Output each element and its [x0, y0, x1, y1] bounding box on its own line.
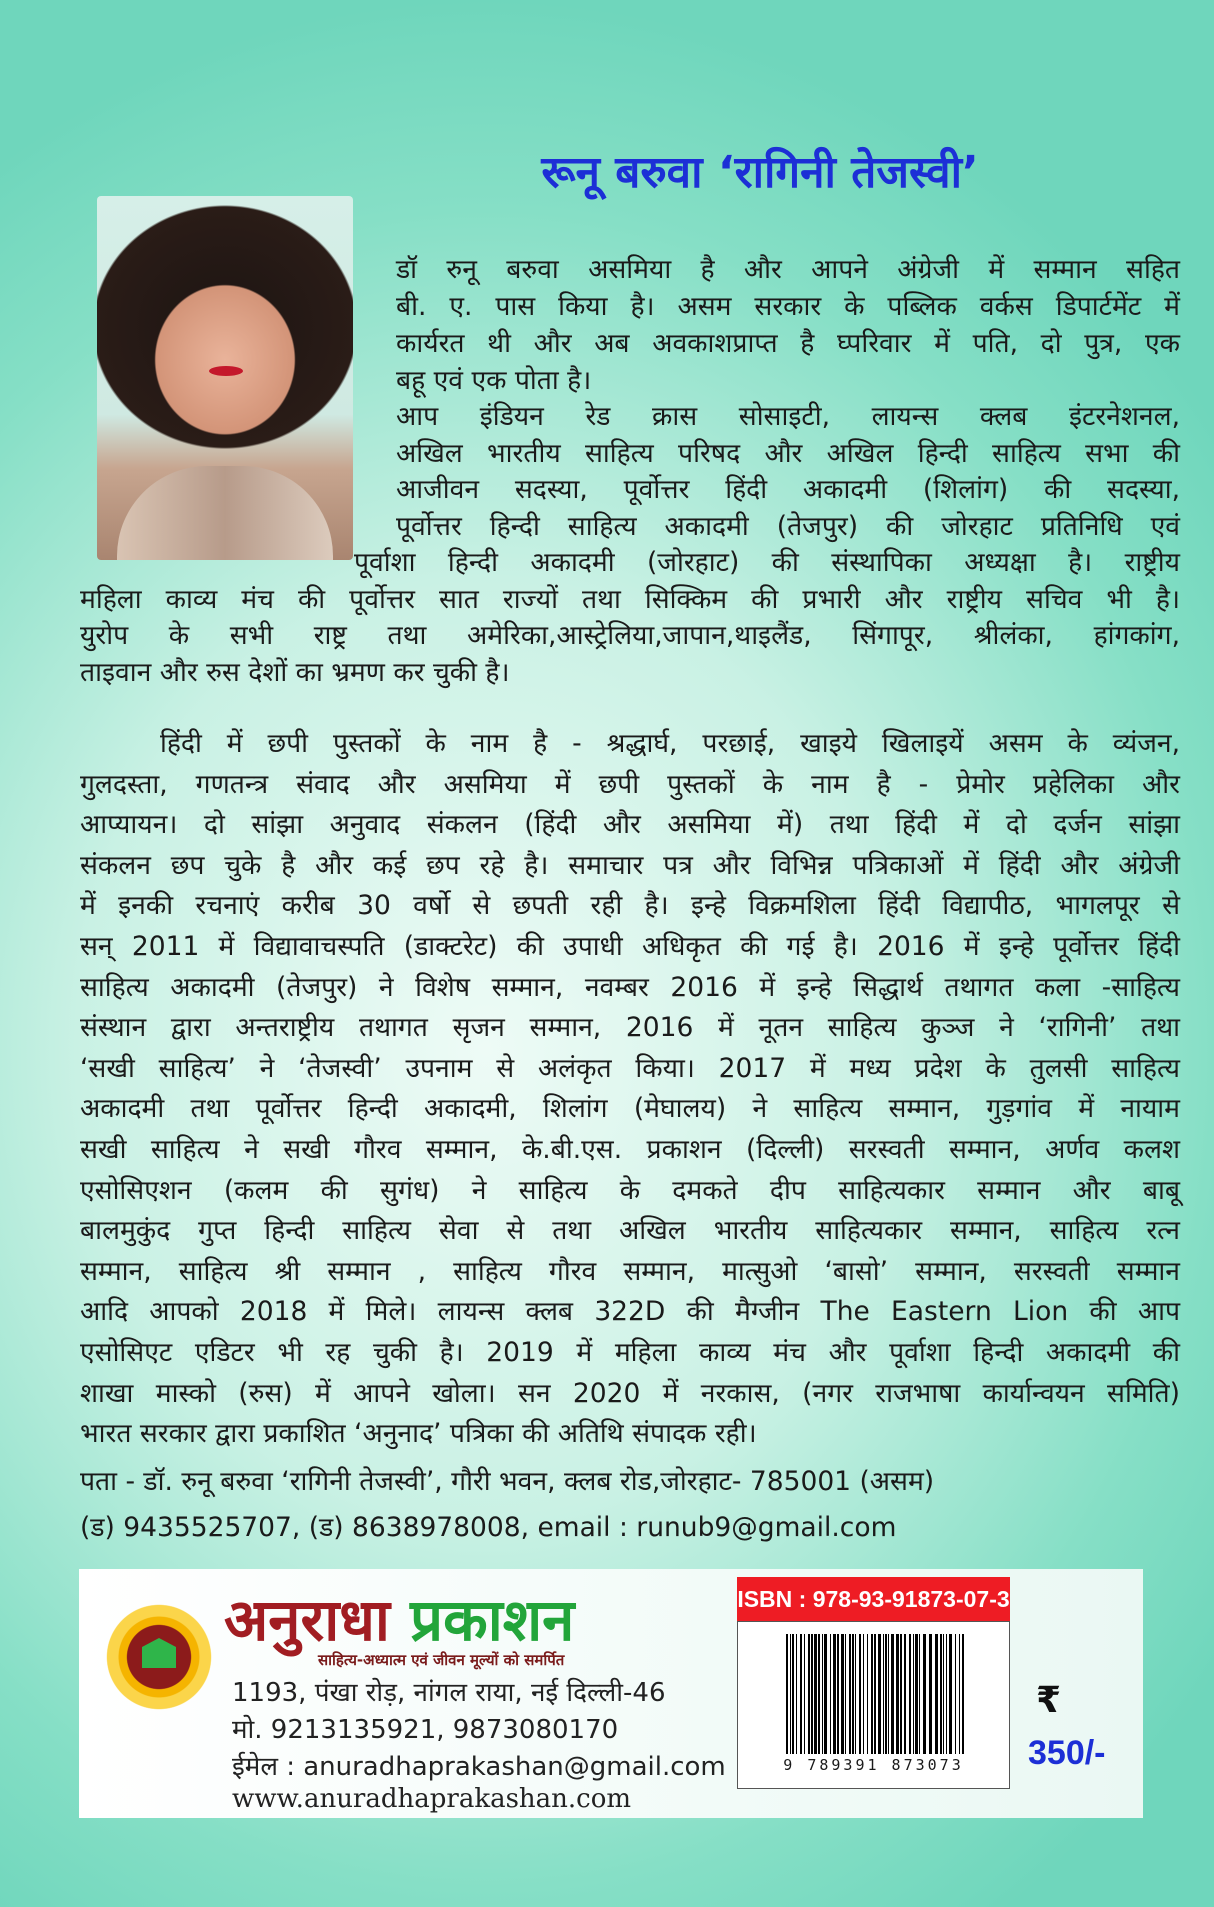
- barcode-bar: [867, 1634, 868, 1754]
- barcode-bar: [935, 1634, 938, 1754]
- barcode-bar: [919, 1634, 920, 1754]
- barcode-bar: [814, 1634, 817, 1754]
- text-line: संस्थान द्वारा अन्तराष्ट्रीय तथागत सृजन सम्मान, 2016 में नूतन साहित्य कुञ्ज ने ‘रागिनी’ तथा: [80, 1012, 1180, 1044]
- text-line: कार्यरत थी और अब अवकाशप्राप्त है घ्परिवार में पति, दो पुत्र, एक: [396, 328, 1180, 359]
- text-line: एसोसिएशन (कलम की सुगंध) ने साहित्य के दमकते दीप साहित्यकार सम्मान और बाबू: [80, 1174, 1180, 1206]
- barcode-bar: [915, 1634, 918, 1754]
- barcode-bar: [796, 1634, 797, 1754]
- barcode-bar: [830, 1634, 831, 1754]
- barcode-bar: [790, 1634, 791, 1754]
- text-line: आदि आपको 2018 में मिले। लायन्स क्लब 322D की मैग्जीन The Eastern Lion की आप: [80, 1296, 1180, 1328]
- text-line: युरोप के सभी राष्ट्र तथा अमेरिका,आस्ट्रेलिया,जापान,थाइलैंड, सिंगापूर, श्रीलंका, हांगकांग,: [80, 620, 1180, 651]
- barcode-bar: [885, 1634, 887, 1754]
- text-line: एसोसिएट एडिटर भी रह चुकी है। 2019 में महिला काव्य मंच और पूर्वाशा हिन्दी अकादमी की: [80, 1337, 1180, 1368]
- barcode-bar: [883, 1634, 884, 1754]
- text-line: ‘सखी साहित्य’ ने ‘तेजस्वी’ उपनाम से अलंकृत किया। 2017 में मध्य प्रदेश के तुलसी साहित्य: [80, 1052, 1180, 1084]
- author-title: रूनू बरुवा ‘रागिनी तेजस्वी’: [541, 147, 979, 198]
- barcode-bar: [909, 1634, 911, 1754]
- barcode-bar: [852, 1634, 854, 1754]
- address-line: पता - डॉ. रुनू बरुवा ‘रागिनी तेजस्वी’, गौरी भवन, क्लब रोड,जोरहाट- 785001 (असम): [80, 1466, 935, 1497]
- barcode-bar: [786, 1634, 788, 1754]
- barcode-bar: [859, 1634, 861, 1754]
- barcode: [737, 1621, 1010, 1789]
- publisher-website: www.anuradhaprakashan.com: [232, 1784, 632, 1814]
- text-line: पूर्वोत्तर हिन्दी साहित्य अकादमी (तेजपुर) की जोरहाट प्रतिनिधि एवं: [396, 510, 1180, 542]
- text-line: गुलदस्ता, गणतन्त्र संवाद और असमिया में छपी पुस्तकों के नाम है - प्रेमोर प्रहेलिका और: [80, 768, 1180, 800]
- barcode-digits: 9 789391 873073: [783, 1756, 964, 1774]
- barcode-bar: [845, 1634, 846, 1754]
- text-line: संकलन छप चुके है और कई छप रहे है। समाचार पत्र और विभिन्न पत्रिकाओं में हिंदी और अंग्रेजी: [80, 849, 1180, 881]
- barcode-bar: [962, 1634, 964, 1754]
- barcode-bar: [940, 1634, 942, 1754]
- photo-dress: [117, 466, 333, 560]
- barcode-bar: [811, 1634, 813, 1754]
- text-line: सम्मान, साहित्य श्री सम्मान , साहित्य गौरव सम्मान, मात्सुओ ‘बासो’ सम्मान, सरस्वती सम्मान: [80, 1255, 1180, 1287]
- text-line: शाखा मास्को (रुस) में आपने खोला। सन 2020 में नरकास, (नगर राजभाषा कार्यान्वयन समिति): [80, 1377, 1180, 1409]
- text-line: बहू एवं एक पोता है।: [396, 365, 592, 396]
- barcode-bar: [904, 1634, 906, 1754]
- barcode-bar: [818, 1634, 820, 1754]
- publisher-address: 1193, पंखा रोड़, नांगल राया, नई दिल्ली-46: [232, 1678, 666, 1708]
- barcode-bar: [792, 1634, 794, 1754]
- publisher-email: ईमेल : anuradhaprakashan@gmail.com: [232, 1752, 726, 1782]
- text-line: बी. ए. पास किया है। असम सरकार के पब्लिक वर्कस डिपार्टमेंट में: [396, 291, 1180, 322]
- barcode-bar: [888, 1634, 889, 1754]
- phone-line: (ड) 9435525707, (ड) 8638978008, email : runub9@gmail.com: [80, 1512, 897, 1543]
- publisher-name-part1: अनुराधा: [224, 1586, 390, 1654]
- barcode-bar: [804, 1634, 805, 1754]
- text-line: ताइवान और रुस देशों का भ्रमण कर चुकी है।: [80, 656, 510, 688]
- publisher-tagline: साहित्य-अध्यात्म एवं जीवन मूल्यों को समर्पित: [318, 1651, 565, 1669]
- photo-lips: [209, 366, 243, 376]
- barcode-bar: [822, 1634, 823, 1754]
- text-line: साहित्य अकादमी (तेजपुर) ने विशेष सम्मान, नवम्बर 2016 में इन्हे सिद्धार्थ तथागत कला -साहित्य: [80, 971, 1180, 1003]
- text-line: सन् 2011 में विद्यावाचस्पति (डाक्टरेट) की उपाधी अधिकृत की गई है। 2016 में इन्हे पूर्वोत्तर हिंदी: [80, 931, 1180, 962]
- barcode-bar: [878, 1634, 881, 1754]
- barcode-bars: [786, 1634, 966, 1754]
- barcode-bar: [959, 1634, 960, 1754]
- publisher-name: [224, 1578, 574, 1657]
- isbn-label: ISBN : 978-93-91873-07-3: [737, 1577, 1010, 1621]
- barcode-bar: [955, 1634, 956, 1754]
- text-line: पूर्वाशा हिन्दी अकादमी (जोरहाट) की संस्थापिका अध्यक्षा है। राष्ट्रीय: [354, 547, 1180, 578]
- text-line: सखी साहित्य ने सखी गौरव सम्मान, के.बी.एस. प्रकाशन (दिल्ली) सरस्वती सम्मान, अर्णव कलश: [80, 1134, 1180, 1165]
- text-line: अखिल भारतीय साहित्य परिषद और अखिल हिन्दी साहित्य सभा की: [396, 437, 1180, 469]
- text-line: आजीवन सदस्या, पूर्वोत्तर हिंदी अकादमी (शिलांग) की सदस्या,: [396, 474, 1180, 505]
- publisher-mobile: मो. 9213135921, 9873080170: [232, 1715, 619, 1745]
- text-line: आप इंडियन रेड क्रास सोसाइटी, लायन्स क्लब इंटरनेशनल,: [396, 401, 1180, 432]
- barcode-bar: [946, 1634, 947, 1754]
- text-line: आप्यायन। दो सांझा अनुवाद संकलन (हिंदी और असमिया में) तथा हिंदी में दो दर्जन सांझा: [80, 809, 1180, 841]
- publisher-name-part2: प्रकाशन: [410, 1586, 575, 1654]
- barcode-bar: [841, 1634, 844, 1754]
- barcode-bar: [849, 1634, 851, 1754]
- text-line: महिला काव्य मंच की पूर्वोत्तर सात राज्यों तथा सिक्किम की प्रभारी और राष्ट्रीय सचिव भी है।: [80, 583, 1180, 615]
- barcode-bar: [808, 1634, 810, 1754]
- price: 350/-: [1028, 1734, 1106, 1772]
- text-line: बालमुकुंद गुप्त हिन्दी साहित्य सेवा से तथा अखिल भारतीय साहित्यकार सम्मान, साहित्य रत्न: [80, 1215, 1180, 1247]
- barcode-bar: [824, 1634, 827, 1754]
- barcode-bar: [943, 1634, 944, 1754]
- publisher-logo-icon: [100, 1598, 218, 1716]
- barcode-bar: [900, 1634, 902, 1754]
- rupee-icon: ₹: [1036, 1680, 1062, 1721]
- author-photo: [97, 196, 353, 560]
- text-line: डॉ रुनू बरुवा असमिया है और आपने अंग्रेजी में सम्मान सहित: [396, 254, 1180, 285]
- barcode-bar: [863, 1634, 864, 1754]
- barcode-bar: [949, 1634, 952, 1754]
- barcode-bar: [896, 1634, 899, 1754]
- barcode-bar: [891, 1634, 894, 1754]
- text-line: में इनकी रचनाएं करीब 30 वर्षो से छपती रही है। इन्हे विक्रमशिला हिंदी विद्यापीठ, भागलपूर से: [80, 890, 1180, 922]
- barcode-bar: [923, 1634, 926, 1754]
- barcode-bar: [913, 1634, 914, 1754]
- barcode-bar: [837, 1634, 839, 1754]
- barcode-bar: [874, 1634, 876, 1754]
- book-icon: [142, 1638, 176, 1668]
- text-line: भारत सरकार द्वारा प्रकाशित ‘अनुनाद’ पत्रिका की अतिथि संपादक रही।: [80, 1418, 757, 1450]
- barcode-bar: [871, 1634, 873, 1754]
- barcode-bar: [855, 1634, 856, 1754]
- barcode-bar: [929, 1634, 932, 1754]
- text-line: अकादमी तथा पूर्वोत्तर हिन्दी अकादमी, शिलांग (मेघालय) ने साहित्य सम्मान, गुड़गांव में नायाम: [80, 1093, 1180, 1125]
- text-line: हिंदी में छपी पुस्तकों के नाम है - श्रद्धार्घ, परछाई, खाइये खिलाइयें असम के व्यंजन,: [160, 728, 1180, 759]
- barcode-bar: [800, 1634, 802, 1754]
- barcode-bar: [833, 1634, 836, 1754]
